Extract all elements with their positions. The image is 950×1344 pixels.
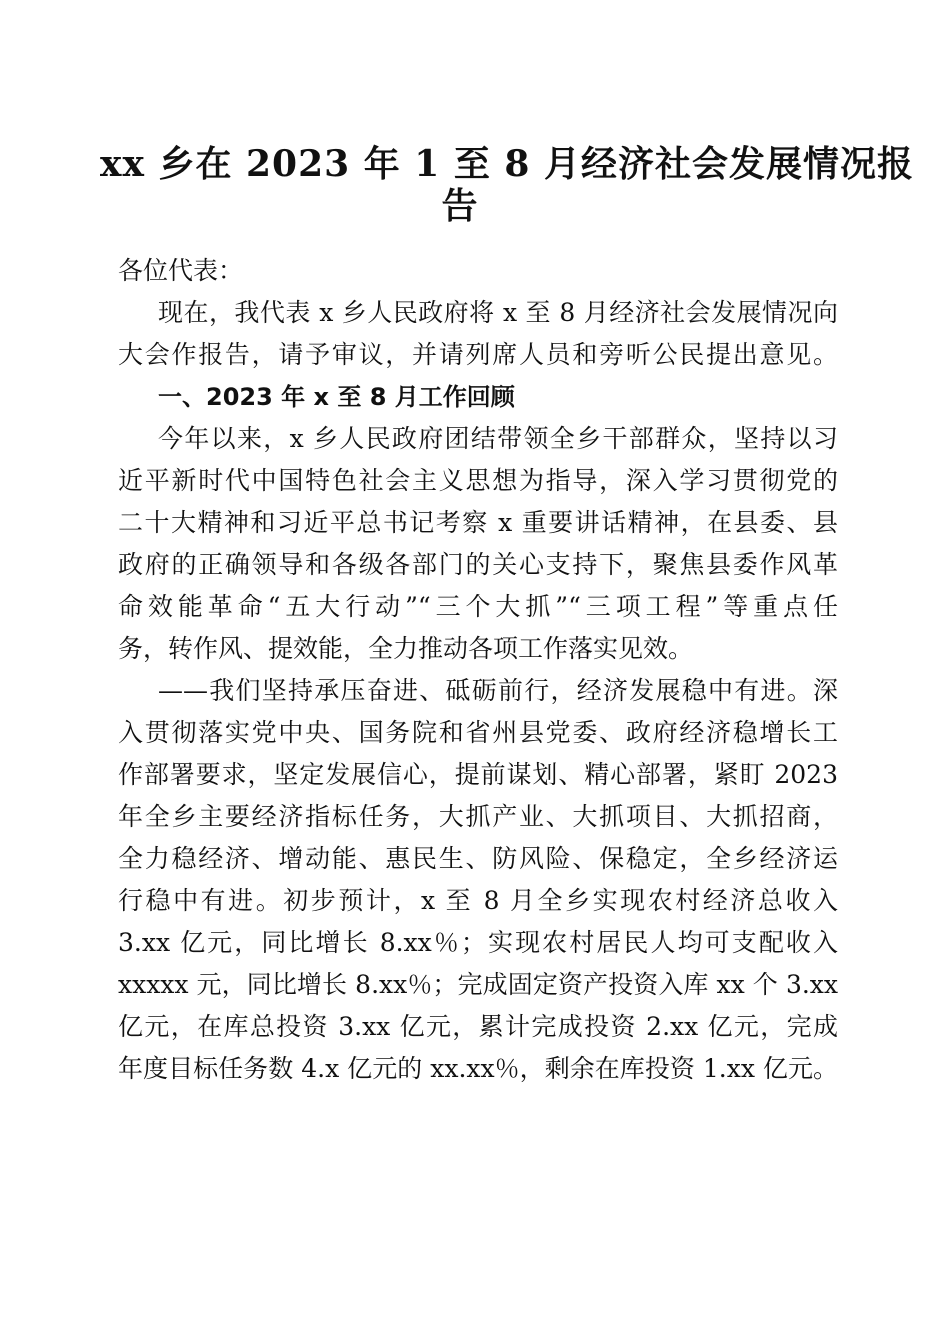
- salutation: 各位代表：: [118, 256, 244, 285]
- paragraph-line: 入贯彻落实党中央、国务院和省州县党委、政府经济稳增长工: [118, 718, 838, 747]
- paragraph-line: ——我们坚持承压奋进、砥砺前行，经济发展稳中有进。深: [158, 676, 838, 705]
- document-body: [118, 250, 838, 1090]
- paragraph-line: xxxxx 元，同比增长 8.xx％；完成固定资产投资入库 xx 个 3.xx: [118, 970, 838, 999]
- title-line: xx 乡在 2023 年 1 至 8 月经济社会发展情况报: [100, 143, 914, 185]
- paragraph-line: 近平新时代中国特色社会主义思想为指导，深入学习贯彻党的: [118, 466, 838, 495]
- paragraph-line: 行稳中有进。初步预计，x 至 8 月全乡实现农村经济总收入: [118, 886, 838, 915]
- paragraph-line: 年度目标任务数 4.x 亿元的 xx.xx％，剩余在库投资 1.xx 亿元。: [118, 1054, 838, 1083]
- title-line: 告: [441, 185, 479, 227]
- section-heading: 一、2023 年 x 至 8 月工作回顾: [158, 383, 515, 411]
- paragraph-line: 命效能革命“五大行动”“三个大抓”“三项工程”等重点任: [118, 592, 838, 621]
- paragraph-line: 务，转作风、提效能，全力推动各项工作落实见效。: [118, 634, 694, 663]
- paragraph-line: 年全乡主要经济指标任务，大抓产业、大抓项目、大抓招商，: [118, 802, 838, 831]
- intro-line: 大会作报告，请予审议，并请列席人员和旁听公民提出意见。: [118, 340, 838, 369]
- intro-line: 现在，我代表 x 乡人民政府将 x 至 8 月经济社会发展情况向: [158, 298, 838, 327]
- paragraph-line: 今年以来，x 乡人民政府团结带领全乡干部群众，坚持以习: [158, 424, 838, 453]
- paragraph-line: 亿元，在库总投资 3.xx 亿元，累计完成投资 2.xx 亿元，完成: [118, 1012, 838, 1041]
- paragraph-line: 二十大精神和习近平总书记考察 x 重要讲话精神，在县委、县: [118, 508, 838, 537]
- paragraph-line: 作部署要求，坚定发展信心，提前谋划、精心部署，紧盯 2023: [118, 760, 838, 789]
- paragraph-line: 3.xx 亿元，同比增长 8.xx％；实现农村居民人均可支配收入: [118, 928, 838, 957]
- paragraph-line: 政府的正确领导和各级各部门的关心支持下，聚焦县委作风革: [118, 550, 838, 579]
- paragraph-line: 全力稳经济、增动能、惠民生、防风险、保稳定，全乡经济运: [118, 844, 838, 873]
- document-title: [100, 138, 914, 232]
